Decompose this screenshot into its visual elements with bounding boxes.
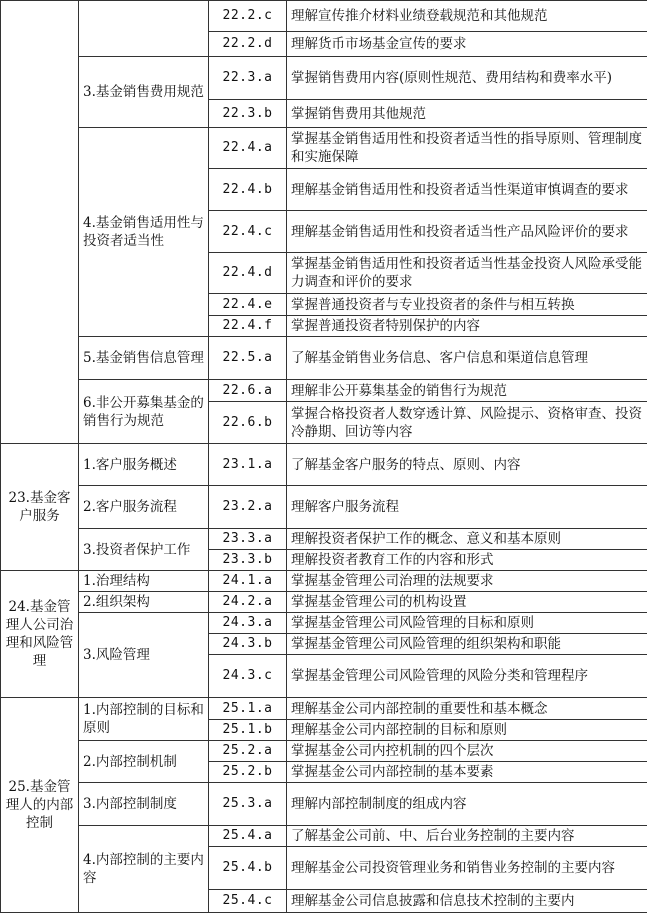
code-cell: 22.6.a: [209, 380, 287, 402]
code-cell: 22.6.b: [209, 402, 287, 444]
desc-cell: 理解非公开募集基金的销售行为规范: [287, 380, 647, 402]
code-cell: 22.2.d: [209, 32, 287, 57]
table-row: [1, 783, 647, 826]
chapter-cell-22: [1, 1, 79, 444]
desc-cell: 理解基金销售适用性和投资者适当性渠道审慎调查的要求: [287, 169, 647, 211]
code-cell: 22.4.d: [209, 253, 287, 294]
section-cell: 5.基金销售信息管理: [79, 337, 209, 380]
desc-cell: 掌握销售费用其他规范: [287, 100, 647, 128]
desc-cell: 了解基金销售业务信息、客户信息和渠道信息管理: [287, 337, 647, 380]
table-row: [1, 1, 647, 32]
table-row: [1, 337, 647, 380]
code-cell: 22.4.f: [209, 316, 287, 337]
section-cell: 4.内部控制的主要内容: [79, 826, 209, 913]
code-cell: 24.2.a: [209, 592, 287, 613]
section-cell: 1.治理结构: [79, 571, 209, 592]
section-cell: 6.非公开募集基金的销售行为规范: [79, 380, 209, 444]
desc-cell: 理解投资者教育工作的内容和形式: [287, 550, 647, 571]
code-cell: 22.4.b: [209, 169, 287, 211]
code-cell: 24.1.a: [209, 571, 287, 592]
code-cell: 23.1.a: [209, 444, 287, 486]
code-cell: 22.3.b: [209, 100, 287, 128]
table-row: [1, 380, 647, 402]
code-cell: 25.4.b: [209, 847, 287, 890]
section-cell: [79, 1, 209, 57]
code-cell: 24.3.b: [209, 634, 287, 655]
desc-cell: 掌握基金管理公司治理的法规要求: [287, 571, 647, 592]
desc-cell: 理解投资者保护工作的概念、意义和基本原则: [287, 529, 647, 550]
desc-cell: 理解客户服务流程: [287, 486, 647, 529]
desc-cell: 掌握基金销售适用性和投资者适当性的指导原则、管理制度和实施保障: [287, 128, 647, 169]
desc-cell: 理解宣传推介材料业绩登载规范和其他规范: [287, 1, 647, 32]
desc-cell: 掌握基金销售适用性和投资者适当性基金投资人风险承受能力调查和评价的要求: [287, 253, 647, 294]
desc-cell: 掌握基金管理公司风险管理的目标和原则: [287, 613, 647, 634]
desc-cell: 掌握基金管理公司风险管理的风险分类和管理程序: [287, 655, 647, 698]
table-row: [1, 826, 647, 847]
section-cell: 4.基金销售适用性与投资者适当性: [79, 128, 209, 337]
desc-cell: 理解基金公司内部控制的目标和原则: [287, 720, 647, 741]
desc-cell: 理解基金销售适用性和投资者适当性产品风险评价的要求: [287, 211, 647, 253]
table-row: [1, 486, 647, 529]
table-row: [1, 741, 647, 762]
code-cell: 22.2.c: [209, 1, 287, 32]
desc-cell: 了解基金客户服务的特点、原则、内容: [287, 444, 647, 486]
section-cell: 2.组织架构: [79, 592, 209, 613]
table-row: [1, 529, 647, 550]
desc-cell: 了解基金公司前、中、后台业务控制的主要内容: [287, 826, 647, 847]
section-cell: 2.客户服务流程: [79, 486, 209, 529]
section-cell: 1.内部控制的目标和原则: [79, 698, 209, 741]
desc-cell: 掌握基金公司内控机制的四个层次: [287, 741, 647, 762]
desc-cell: 掌握普通投资者特别保护的内容: [287, 316, 647, 337]
desc-cell: 掌握合格投资者人数穿透计算、风险提示、资格审查、投资冷静期、回访等内容: [287, 402, 647, 444]
desc-cell: 理解基金公司信息披露和信息技术控制的主要内: [287, 890, 647, 913]
code-cell: 22.4.a: [209, 128, 287, 169]
code-cell: 25.1.a: [209, 698, 287, 720]
section-cell: 3.投资者保护工作: [79, 529, 209, 571]
desc-cell: 掌握基金管理公司的机构设置: [287, 592, 647, 613]
section-cell: 3.风险管理: [79, 613, 209, 698]
table-row: [1, 698, 647, 720]
section-cell: 2.内部控制机制: [79, 741, 209, 783]
desc-cell: 掌握基金管理公司风险管理的组织架构和职能: [287, 634, 647, 655]
code-cell: 25.2.a: [209, 741, 287, 762]
desc-cell: 掌握普通投资者与专业投资者的条件与相互转换: [287, 294, 647, 316]
code-cell: 22.5.a: [209, 337, 287, 380]
table-row: [1, 444, 647, 486]
code-cell: 25.4.a: [209, 826, 287, 847]
desc-cell: 理解基金公司投资管理业务和销售业务控制的主要内容: [287, 847, 647, 890]
code-cell: 24.3.a: [209, 613, 287, 634]
desc-cell: 理解基金公司内部控制的重要性和基本概念: [287, 698, 647, 720]
code-cell: 23.3.a: [209, 529, 287, 550]
code-cell: 24.3.c: [209, 655, 287, 698]
code-cell: 23.3.b: [209, 550, 287, 571]
table-row: [1, 571, 647, 592]
desc-cell: 理解内部控制制度的组成内容: [287, 783, 647, 826]
table-row: [1, 128, 647, 169]
section-cell: 1.客户服务概述: [79, 444, 209, 486]
table-row: [1, 613, 647, 634]
code-cell: 22.4.e: [209, 294, 287, 316]
code-cell: 25.2.b: [209, 762, 287, 783]
chapter-cell: 25.基金管理人的内部控制: [1, 698, 79, 913]
desc-cell: 掌握基金公司内部控制的基本要素: [287, 762, 647, 783]
desc-cell: 掌握销售费用内容(原则性规范、费用结构和费率水平): [287, 57, 647, 100]
code-cell: 22.4.c: [209, 211, 287, 253]
table-row: [1, 57, 647, 100]
desc-cell: 理解货币市场基金宣传的要求: [287, 32, 647, 57]
code-cell: 25.4.c: [209, 890, 287, 913]
code-cell: 22.3.a: [209, 57, 287, 100]
code-cell: 25.3.a: [209, 783, 287, 826]
code-cell: 25.1.b: [209, 720, 287, 741]
table-row: [1, 592, 647, 613]
chapter-cell: 24.基金管理人公司治理和风险管理: [1, 571, 79, 698]
section-cell: 3.基金销售费用规范: [79, 57, 209, 128]
chapter-cell: 23.基金客户服务: [1, 444, 79, 571]
code-cell: 23.2.a: [209, 486, 287, 529]
section-cell: 3.内部控制制度: [79, 783, 209, 826]
